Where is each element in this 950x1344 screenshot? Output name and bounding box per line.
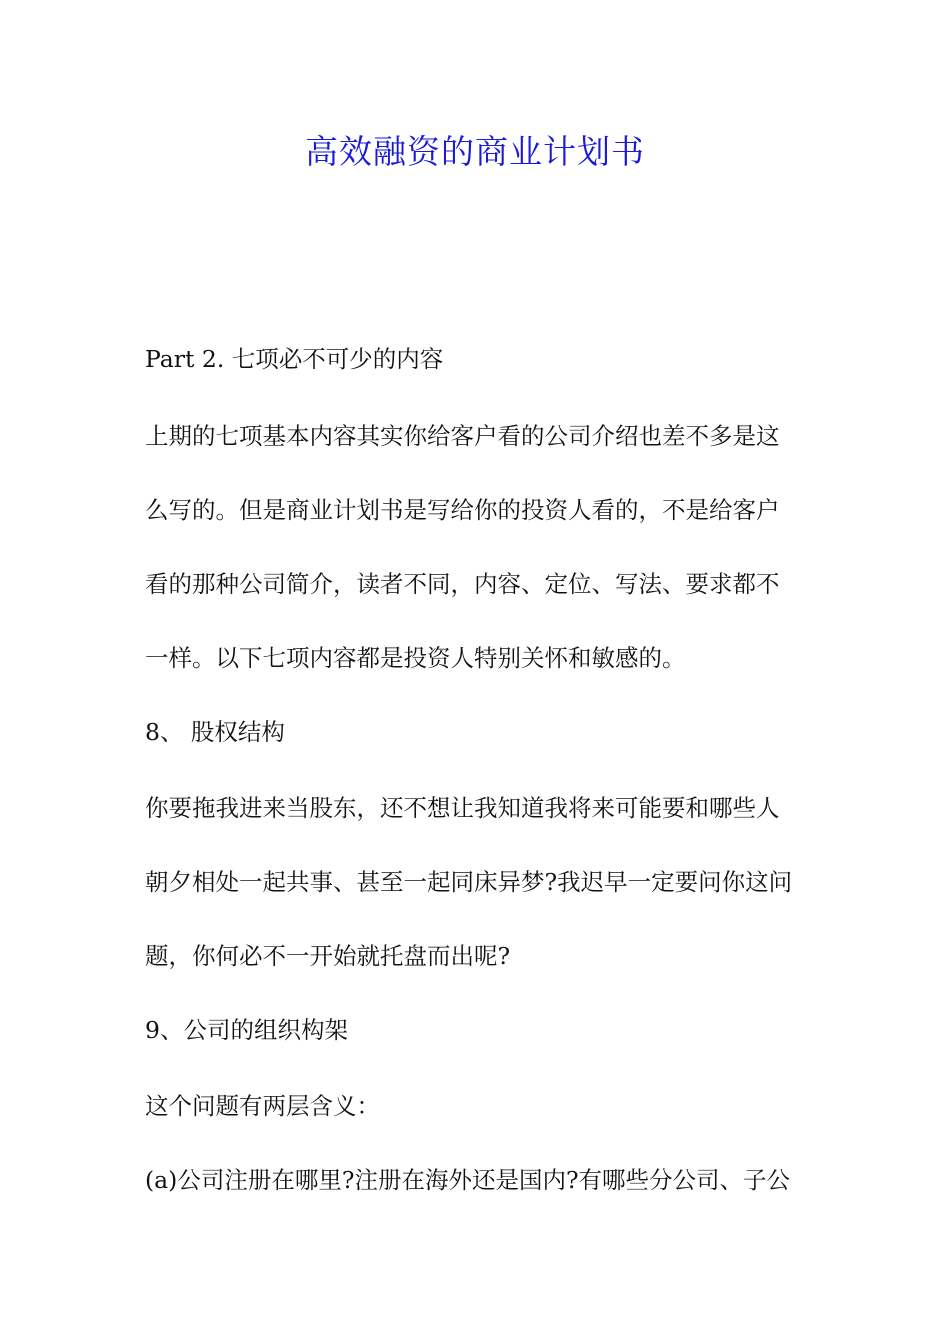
document-title: 高效融资的商业计划书	[305, 132, 645, 171]
paragraph-line: 看的那种公司简介，读者不同，内容、定位、写法、要求都不	[145, 570, 780, 598]
section-heading-part-2: Part 2. 七项必不可少的内容	[145, 345, 444, 373]
paragraph-line: (a)公司注册在哪里?注册在海外还是国内?有哪些分公司、子公	[145, 1166, 791, 1194]
paragraph-line: 朝夕相处一起共事、甚至一起同床异梦?我迟早一定要问你这问	[145, 868, 793, 896]
paragraph-line: 一样。以下七项内容都是投资人特别关怀和敏感的。	[145, 644, 686, 672]
paragraph-line: 你要拖我进来当股东，还不想让我知道我将来可能要和哪些人	[145, 794, 780, 822]
paragraph-line: 上期的七项基本内容其实你给客户看的公司介绍也差不多是这	[145, 422, 780, 450]
section-heading-9: 9、公司的组织构架	[145, 1016, 348, 1044]
section-heading-8: 8、 股权结构	[145, 718, 285, 746]
paragraph-line: 题，你何必不一开始就托盘而出呢?	[145, 942, 511, 970]
paragraph-line: 这个问题有两层含义：	[145, 1092, 380, 1120]
paragraph-line: 么写的。但是商业计划书是写给你的投资人看的，不是给客户	[145, 496, 780, 524]
